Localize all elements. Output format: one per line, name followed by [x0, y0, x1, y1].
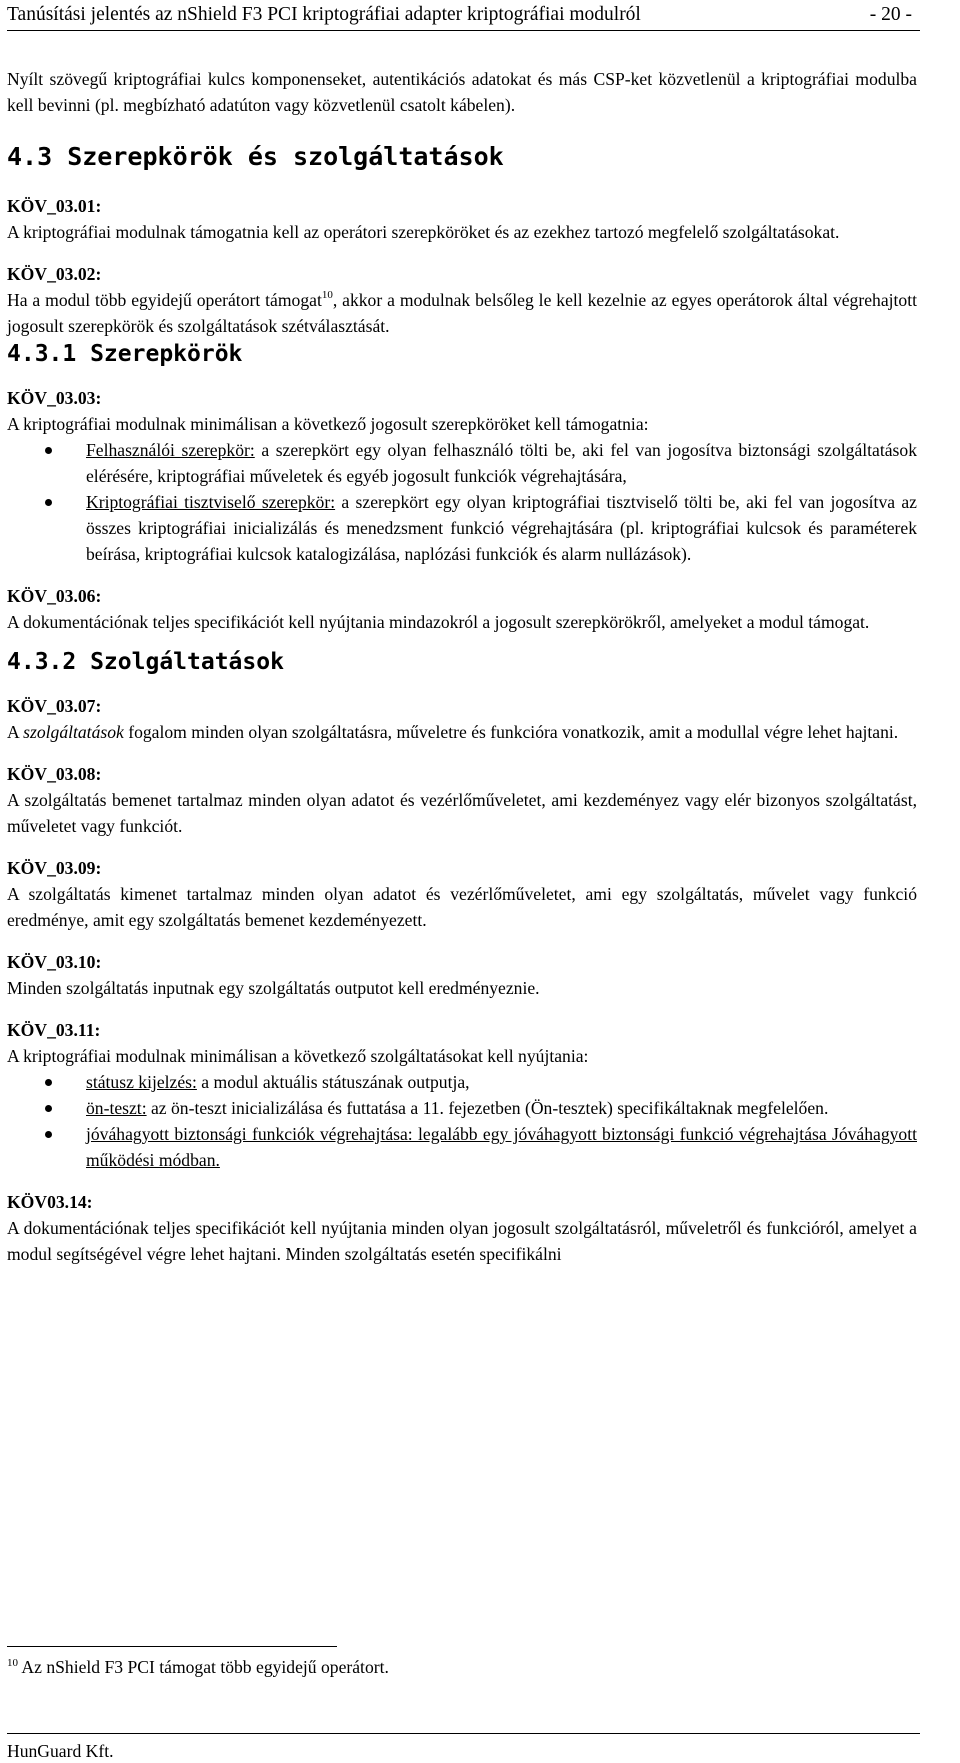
requirement-id: KÖV_03.07: [7, 696, 102, 716]
list-item-text: a modul aktuális státuszának outputja, [196, 1072, 470, 1092]
requirement-id: KÖV_03.09: [7, 858, 102, 878]
requirement-text-part: fogalom minden olyan szolgáltatásra, műveletre és funkcióra vonatkozik, amit a modullal végre lehet hajtani. [123, 722, 899, 742]
requirement-id: KÖV_03.11: [7, 1020, 101, 1040]
requirement-id: KÖV_03.06: [7, 586, 102, 606]
section-heading-4-3-1: 4.3.1 Szerepkörök [7, 341, 243, 367]
requirement-text: A kriptográfiai modulnak támogatnia kell az operátori szerepköröket és az ezekhez tartozó megfelelő szolgáltatásokat. [7, 222, 840, 242]
requirement-text [7, 719, 917, 745]
footnote [7, 1654, 389, 1680]
bullet-icon [45, 1105, 52, 1112]
requirement-id: KÖV_03.02: [7, 264, 102, 284]
footnote-text: Az nShield F3 PCI támogat több egyidejű operátort. [18, 1657, 389, 1677]
role-list [7, 437, 917, 567]
requirement-text: A kriptográfiai modulnak minimálisan a következő jogosult szerepköröket kell támogatnia: [7, 414, 649, 434]
header-title: Tanúsítási jelentés az nShield F3 PCI kriptográfiai adapter kriptográfiai modulról [7, 4, 641, 25]
list-item [7, 1095, 917, 1121]
list-item-text: a szerepkört egy olyan kriptográfiai tisztviselő tölti be, aki fel van jogosítva az összes kriptográfiai inicializálás és menedzsment funkció végrehajtására (pl. kriptográfiai kulcsok és paraméterek beírása, kriptográfiai kulcsok katalogizálása, naplózási funkciók és alarm nullázások). [86, 492, 917, 564]
requirement-id: KÖV_03.10: [7, 952, 102, 972]
bullet-icon [45, 1131, 52, 1138]
service-list [7, 1069, 917, 1173]
requirement-text: A szolgáltatás bemenet tartalmaz minden olyan adatot és vezérlőműveletet, ami kezdeményez vagy elér bizonyos szolgáltatást, műveletet vagy funkciót. [7, 790, 917, 836]
section-heading-4-3: 4.3 Szerepkörök és szolgáltatások [7, 142, 504, 171]
list-item [7, 1121, 917, 1173]
list-item [7, 437, 917, 489]
page-header [7, 0, 920, 31]
bullet-icon [45, 499, 52, 506]
bullet-icon [45, 1079, 52, 1086]
list-item-term: Kriptográfiai tisztviselő szerepkör: [86, 492, 336, 512]
footer-divider [7, 1733, 920, 1734]
list-item-term: státusz kijelzés: [86, 1072, 197, 1092]
list-item-term: jóváhagyott biztonsági funkciók végrehajtása: [86, 1124, 419, 1144]
footnote-reference[interactable]: 10 [321, 289, 333, 301]
requirement-id: KÖV_03.01: [7, 196, 102, 216]
footnote-divider [7, 1646, 337, 1647]
requirement-text-part: , akkor a modulnak belsőleg le kell kezelnie az egyes operátorok által végrehajtott jogosult szerepkörök és szolgáltatások szétválasztását. [7, 290, 917, 336]
section-heading-4-3-2: 4.3.2 Szolgáltatások [7, 649, 284, 675]
list-item [7, 1069, 917, 1095]
page-number: - 20 - [869, 4, 912, 25]
list-item-text: legalább egy jóváhagyott biztonsági funkció végrehajtása Jóváhagyott működési módban. [86, 1124, 917, 1170]
requirement-text: A kriptográfiai modulnak minimálisan a következő szolgáltatásokat kell nyújtania: [7, 1046, 589, 1066]
list-item-term: ön-teszt: [86, 1098, 147, 1118]
footer-company: HunGuard Kft. [7, 1741, 114, 1761]
requirement-text-part: Ha a modul több egyidejű operátort támogat [7, 290, 322, 310]
bullet-icon [45, 447, 52, 454]
requirement-id: KÖV_03.08: [7, 764, 102, 784]
requirement-text: A szolgáltatás kimenet tartalmaz minden olyan adatot és vezérlőműveletet, ami egy szolgáltatás, művelet vagy funkció eredménye, amit egy szolgáltatás bemenet kezdeményezett. [7, 884, 917, 930]
list-item [7, 489, 917, 567]
requirement-text: Minden szolgáltatás inputnak egy szolgáltatás outputot kell eredményeznie. [7, 978, 540, 998]
requirement-id: KÖV_03.03: [7, 388, 102, 408]
requirement-term: szolgáltatások [23, 722, 124, 742]
list-item-text: az ön-teszt inicializálása és futtatása a 11. fejezetben (Ön-tesztek) specifikáltaknak megfelelően. [146, 1098, 829, 1118]
intro-paragraph: Nyílt szövegű kriptográfiai kulcs komponenseket, autentikációs adatokat és más CSP-ket közvetlenül a kriptográfiai modulba kell bevinni (pl. megbízható adatúton vagy közvetlenül csatolt kábelen). [7, 69, 917, 115]
requirement-text: A dokumentációnak teljes specifikációt kell nyújtania mindazokról a jogosult szerepkörökről, amelyeket a modul támogat. [7, 612, 870, 632]
requirement-id: KÖV03.14: [7, 1192, 93, 1212]
requirement-text: A dokumentációnak teljes specifikációt kell nyújtania minden olyan jogosult szolgáltatásról, műveletről és funkcióról, amelyet a modul segítségével végre lehet hajtani. Minden szolgáltatás esetén specifikálni [7, 1218, 917, 1264]
page-footer [7, 1739, 114, 1763]
document-body [7, 66, 917, 1267]
requirement-text [7, 287, 917, 339]
requirement-text-part: A [7, 722, 24, 742]
list-item-term: Felhasználói szerepkör: [86, 440, 255, 460]
footnote-number: 10 [7, 1657, 18, 1669]
list-item-text: a szerepkört egy olyan felhasználó tölti be, aki fel van jogosítva biztonsági szolgáltatások elérésére, kriptográfiai műveletek és egyéb jogosult funkciók végrehajtására, [86, 440, 917, 486]
